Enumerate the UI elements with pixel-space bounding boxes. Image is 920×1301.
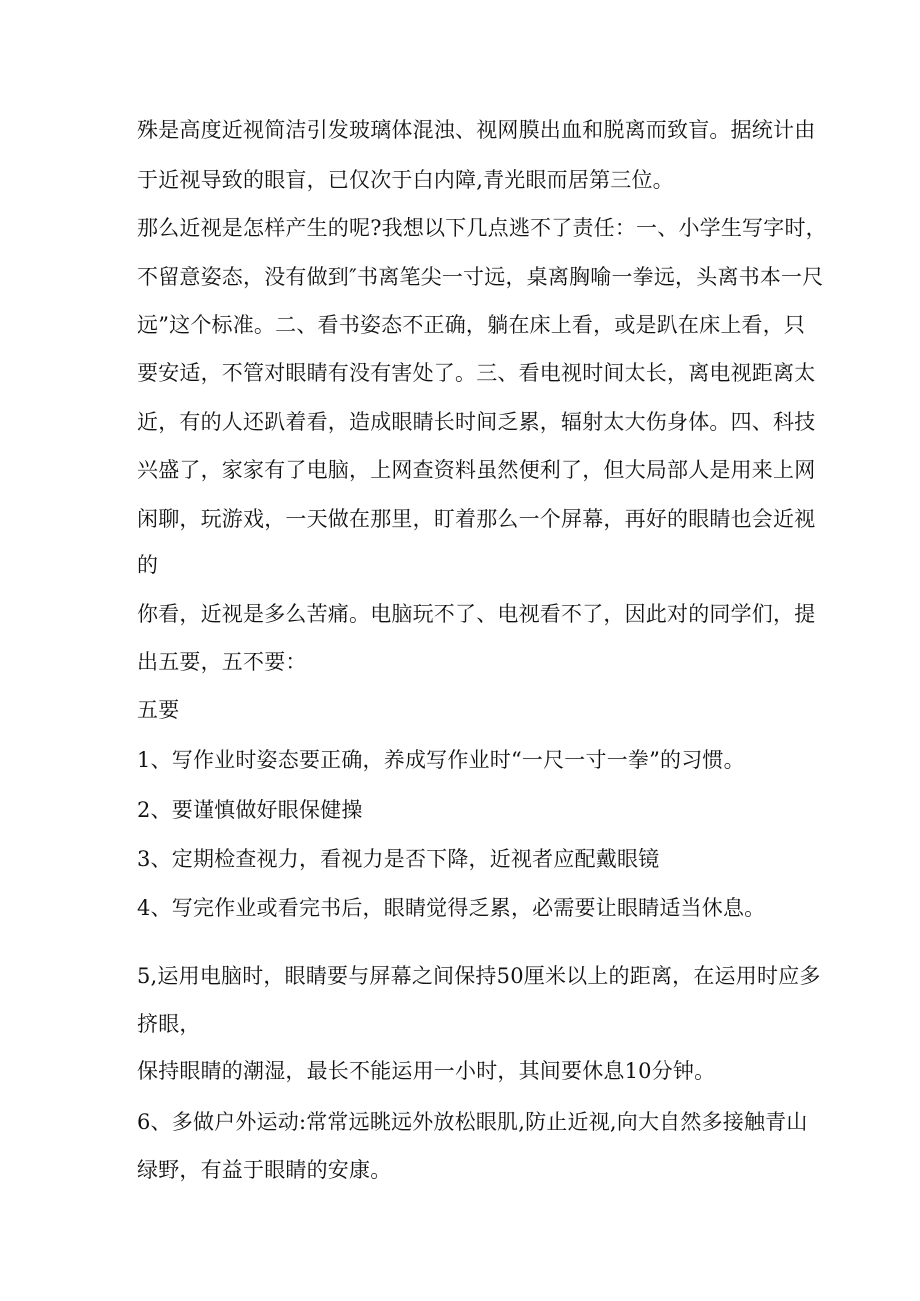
section-heading: 五要 (137, 698, 180, 722)
list-item: 1、写作业时姿态要正确，养成写作业时“一尺一寸一拳”的习惯。 (137, 748, 745, 772)
text-line: 绿野，有益于眼睛的安康。 (137, 1158, 392, 1182)
text-line: 殊是高度近视简洁引发玻璃体混浊、视网膜出血和脱离而致盲。据统计由 (137, 118, 816, 142)
list-item: 6、多做户外运动:常常远眺远外放松眼肌,防止近视,向大自然多接触青山 (137, 1110, 808, 1134)
text-line: 不留意姿态，没有做到″书离笔尖一寸远，桌离胸喻一拳远，头离书本一尺 (137, 265, 824, 289)
list-item: 5,运用电脑时，眼睛要与屏幕之间保持50厘米以上的距离，在运用时应多 (137, 964, 821, 988)
text-line: 那么近视是怎样产生的呢?我想以下几点逃不了责任：一、小学生写字时， (137, 216, 827, 240)
text-line: 你看，近视是多么苦痛。电脑玩不了、电视看不了，因此对的同学们，提 (137, 602, 816, 626)
list-item: 2、要谨慎做好眼保健操 (137, 798, 363, 822)
text-line: 保持眼睛的潮湿，最长不能运用一小时，其间要休息10分钟。 (137, 1059, 716, 1083)
text-line: 兴盛了，家家有了电脑，上网查资料虽然便利了，但大局部人是用来上网 (137, 458, 816, 482)
text-line: 闲聊，玩游戏，一天做在那里，盯着那么一个屏幕，再好的眼睛也会近视 (137, 507, 816, 531)
text-line: 于近视导致的眼盲，已仅次于白内障,青光眼而居第三位。 (137, 168, 674, 192)
text-line: 出五要，五不要： (137, 650, 307, 674)
text-line: 远”这个标准。二、看书姿态不正确，躺在床上看，或是趴在床上看，只 (137, 313, 806, 337)
text-line: 近，有的人还趴着看，造成眼睛长时间乏累，辐射太大伤身体。四、科技 (137, 410, 816, 434)
list-item: 3、定期检查视力，看视力是否下降，近视者应配戴眼镜 (137, 847, 660, 871)
list-item: 4、写完作业或看完书后，眼睛觉得乏累，必需要让眼睛适当休息。 (137, 896, 766, 920)
text-line: 的 (137, 553, 159, 577)
text-line: 挤眼， (137, 1012, 201, 1036)
text-line: 要安适，不管对眼睛有没有害处了。三、看电视时间太长，离电视距离太 (137, 361, 816, 385)
